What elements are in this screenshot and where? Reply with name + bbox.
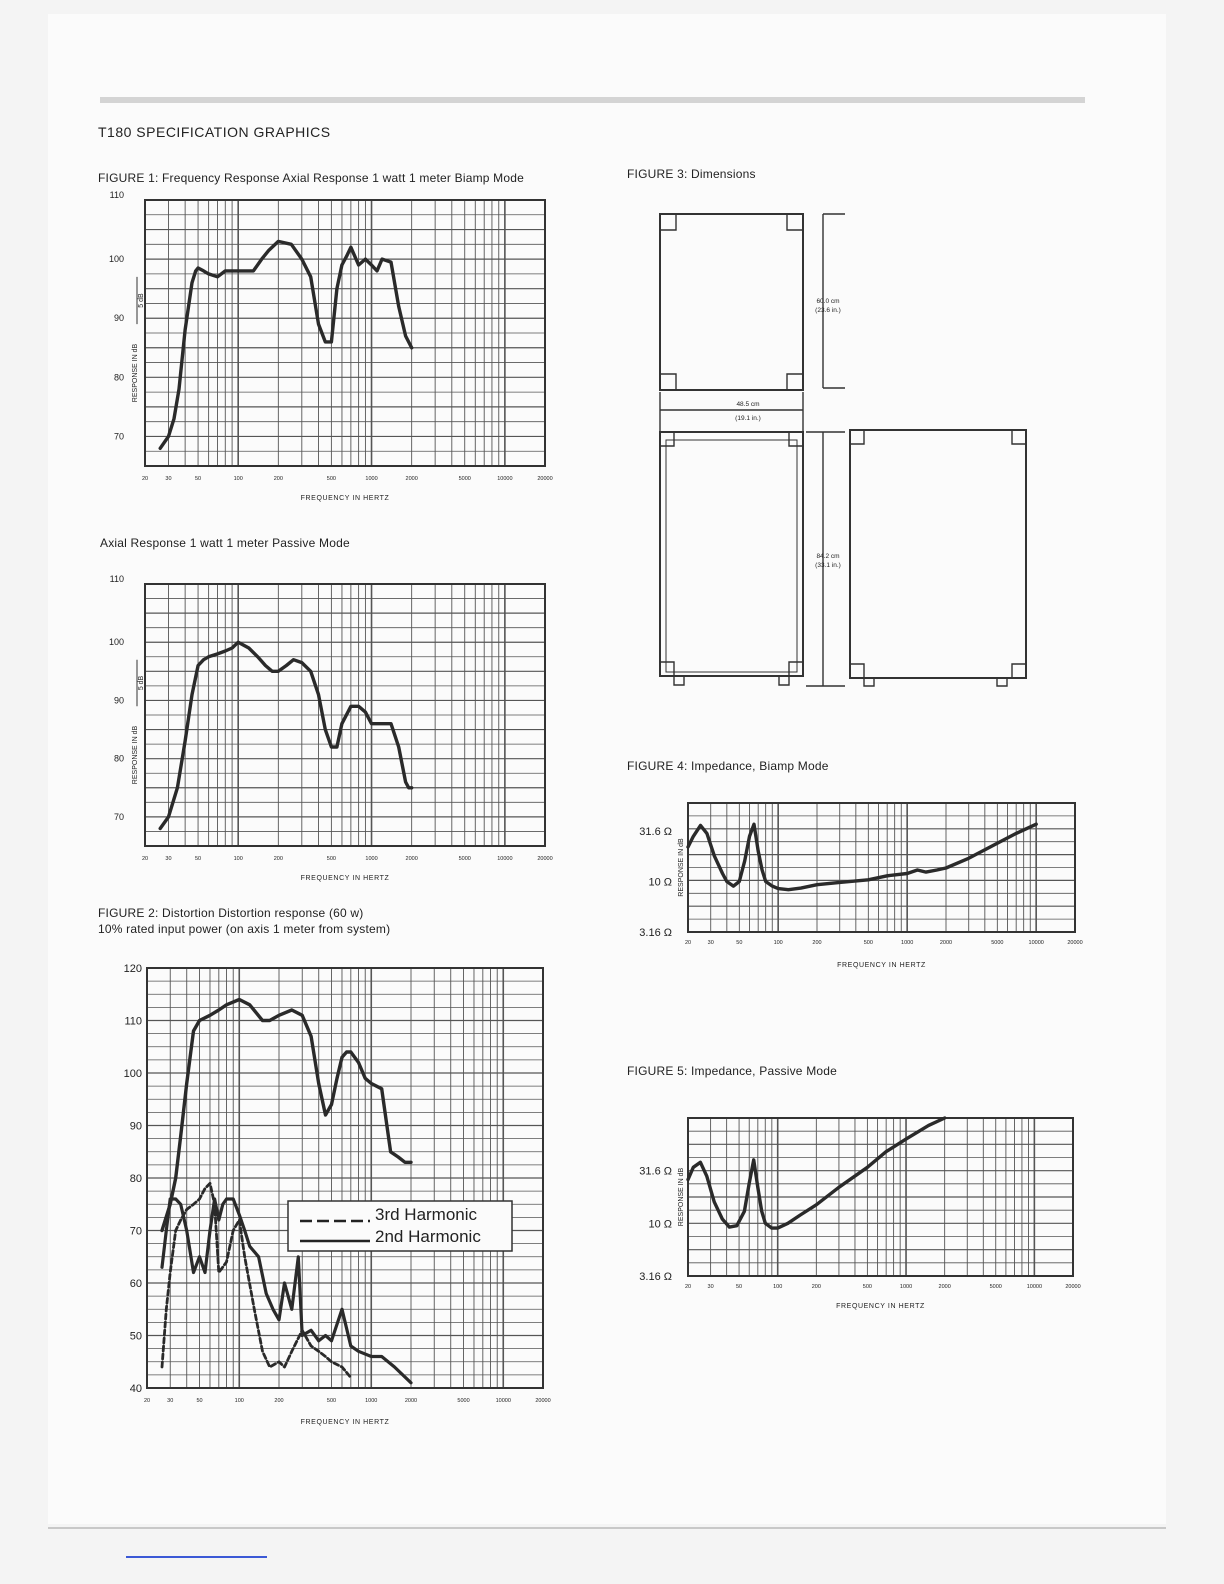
x-tick-label: 50 xyxy=(196,1398,203,1404)
fig4-chart xyxy=(620,795,1100,975)
x-tick-label: 2000 xyxy=(404,1398,418,1404)
x-tick-label: 50 xyxy=(194,856,202,862)
width-in: (19.1 in.) xyxy=(735,415,761,422)
height-top-cm: 60.0 cm xyxy=(816,298,840,305)
x-tick-label: 100 xyxy=(233,476,243,482)
x-tick-label: 500 xyxy=(326,856,336,862)
x-tick-label: 20000 xyxy=(535,1398,551,1404)
width-dim-line xyxy=(660,392,803,432)
x-tick-label: 500 xyxy=(863,940,873,946)
y-tick-label: 100 xyxy=(108,254,124,265)
x-tick-label: 200 xyxy=(812,940,822,946)
legend-label-3rd: 3rd Harmonic xyxy=(375,1205,478,1224)
top-cabinet-corners xyxy=(660,214,803,390)
front-cabinet-inner xyxy=(666,440,797,672)
y-axis-title: RESPONSE IN dB xyxy=(678,1167,685,1227)
scale-label: 5 dB xyxy=(138,293,145,308)
x-axis-title: FREQUENCY IN HERTZ xyxy=(836,1303,925,1310)
x-tick-label: 100 xyxy=(233,856,243,862)
y-tick-label: 50 xyxy=(129,1330,142,1343)
y-axis-title: RESPONSE IN dB xyxy=(678,838,685,897)
x-tick-label: 200 xyxy=(274,1398,284,1404)
x-tick-label: 20 xyxy=(143,1398,151,1404)
fig2-chart xyxy=(90,958,570,1433)
x-tick-label: 2000 xyxy=(939,940,953,946)
y-tick-label: 3.16 Ω xyxy=(639,1271,672,1283)
y-tick-label: 110 xyxy=(109,190,124,200)
front-cabinet xyxy=(660,432,803,676)
x-tick-label: 1000 xyxy=(365,856,378,862)
front-cabinet-corners xyxy=(660,432,803,676)
x-tick-label: 200 xyxy=(811,1284,821,1290)
x-tick-label: 30 xyxy=(707,1284,714,1290)
y-tick-label: 31.6 Ω xyxy=(639,826,672,839)
x-tick-label: 200 xyxy=(273,856,283,862)
x-tick-label: 10000 xyxy=(497,856,513,862)
x-axis-title: FREQUENCY IN HERTZ xyxy=(837,962,926,969)
legend-label-2nd: 2nd Harmonic xyxy=(375,1227,481,1246)
fig2-caption-line1: FIGURE 2: Distortion Distortion response (60 w) xyxy=(98,906,364,920)
fig5-chart xyxy=(620,1108,1100,1318)
x-tick-label: 1000 xyxy=(365,476,378,482)
fig5-caption: FIGURE 5: Impedance, Passive Mode xyxy=(627,1064,838,1078)
y-tick-label: 90 xyxy=(129,1120,142,1133)
x-tick-label: 20 xyxy=(684,1284,692,1290)
fig4-caption: FIGURE 4: Impedance, Biamp Mode xyxy=(627,759,829,773)
x-tick-label: 5000 xyxy=(457,1398,470,1404)
x-tick-label: 1000 xyxy=(899,1284,913,1290)
y-tick-label: 40 xyxy=(129,1383,142,1395)
y-tick-label: 90 xyxy=(113,313,124,324)
x-tick-label: 200 xyxy=(273,476,283,482)
y-tick-label: 80 xyxy=(129,1173,142,1185)
x-tick-label: 20 xyxy=(684,940,692,946)
x-tick-label: 20000 xyxy=(537,476,553,482)
x-tick-label: 5000 xyxy=(989,1284,1002,1290)
x-axis-title: FREQUENCY IN HERTZ xyxy=(300,875,390,882)
fig1-caption: FIGURE 1: Frequency Response Axial Response 1 watt 1 meter Biamp Mode xyxy=(98,171,524,185)
y-tick-label: 80 xyxy=(113,372,124,383)
fig3-dimensions-drawing xyxy=(640,200,1060,700)
x-tick-label: 50 xyxy=(194,476,202,482)
y-tick-label: 70 xyxy=(113,431,124,442)
y-tick-label: 3.16 Ω xyxy=(639,927,672,939)
link-underline[interactable] xyxy=(126,1556,267,1558)
x-tick-label: 5000 xyxy=(991,940,1004,946)
x-tick-label: 20000 xyxy=(1067,940,1083,946)
x-tick-label: 2000 xyxy=(938,1284,951,1290)
page-title: T180 SPECIFICATION GRAPHICS xyxy=(98,124,331,140)
x-axis-title: FREQUENCY IN HERTZ xyxy=(300,495,390,502)
y-tick-label: 70 xyxy=(113,811,124,822)
x-tick-label: 30 xyxy=(165,476,172,482)
scale-label: 5 dB xyxy=(138,675,145,691)
fig2-caption-line2: 10% rated input power (on axis 1 meter from system) xyxy=(98,922,391,936)
x-tick-label: 20000 xyxy=(537,856,553,862)
front-cabinet-feet xyxy=(674,676,789,685)
height-bottom-cm: 84.2 cm xyxy=(816,553,840,560)
x-tick-label: 500 xyxy=(326,476,336,482)
y-tick-label: 70 xyxy=(129,1225,142,1238)
y-tick-label: 90 xyxy=(113,695,124,706)
x-tick-label: 10000 xyxy=(497,476,513,482)
x-tick-label: 2000 xyxy=(405,856,418,862)
y-tick-label: 80 xyxy=(113,753,124,764)
x-tick-label: 20 xyxy=(141,856,149,862)
x-tick-label: 2000 xyxy=(405,476,418,482)
y-tick-label: 100 xyxy=(108,637,124,648)
side-cabinet xyxy=(850,430,1026,678)
x-tick-label: 10000 xyxy=(1028,940,1044,946)
height-bottom-in: (33.1 in.) xyxy=(815,562,841,569)
height-top-in: (23.6 in.) xyxy=(815,307,841,314)
width-cm: 48.5 cm xyxy=(736,401,760,408)
y-axis-title: RESPONSE IN dB xyxy=(132,725,139,785)
side-cabinet-corners xyxy=(850,430,1026,678)
side-cabinet-feet xyxy=(864,678,1007,686)
y-axis-title: RESPONSE IN dB xyxy=(132,343,139,403)
y-tick-label: 120 xyxy=(123,963,142,975)
x-tick-label: 500 xyxy=(862,1284,872,1290)
fig3-caption: FIGURE 3: Dimensions xyxy=(627,167,756,181)
y-tick-label: 110 xyxy=(124,1015,142,1028)
x-tick-label: 1000 xyxy=(901,940,914,946)
fig1b-chart xyxy=(90,574,570,894)
x-tick-label: 20 xyxy=(141,476,149,482)
x-tick-label: 10000 xyxy=(495,1398,511,1404)
y-tick-label: 60 xyxy=(129,1278,142,1290)
x-tick-label: 1000 xyxy=(365,1398,378,1404)
x-tick-label: 20000 xyxy=(1065,1284,1081,1290)
x-tick-label: 50 xyxy=(736,940,743,946)
fig1-chart xyxy=(90,190,570,510)
x-axis-title: FREQUENCY IN HERTZ xyxy=(300,1419,390,1426)
header-rule xyxy=(100,97,1085,103)
x-tick-label: 100 xyxy=(773,1284,783,1290)
x-tick-label: 30 xyxy=(167,1398,174,1404)
x-tick-label: 5000 xyxy=(458,476,471,482)
top-cabinet xyxy=(660,214,803,390)
x-tick-label: 10000 xyxy=(1026,1284,1043,1290)
x-tick-label: 100 xyxy=(234,1398,244,1404)
y-tick-label: 31.6 Ω xyxy=(639,1165,672,1178)
x-tick-label: 100 xyxy=(773,940,783,946)
x-tick-label: 500 xyxy=(326,1398,337,1404)
footer-rule xyxy=(48,1527,1166,1529)
x-tick-label: 5000 xyxy=(458,856,471,862)
x-tick-label: 30 xyxy=(165,856,172,862)
y-tick-label: 10 Ω xyxy=(648,876,672,889)
x-tick-label: 50 xyxy=(736,1284,743,1290)
y-tick-label: 10 Ω xyxy=(648,1218,672,1231)
y-tick-label: 110 xyxy=(109,574,124,584)
y-tick-label: 100 xyxy=(123,1068,142,1080)
x-tick-label: 30 xyxy=(707,940,714,946)
fig1b-caption: Axial Response 1 watt 1 meter Passive Mode xyxy=(100,536,350,550)
